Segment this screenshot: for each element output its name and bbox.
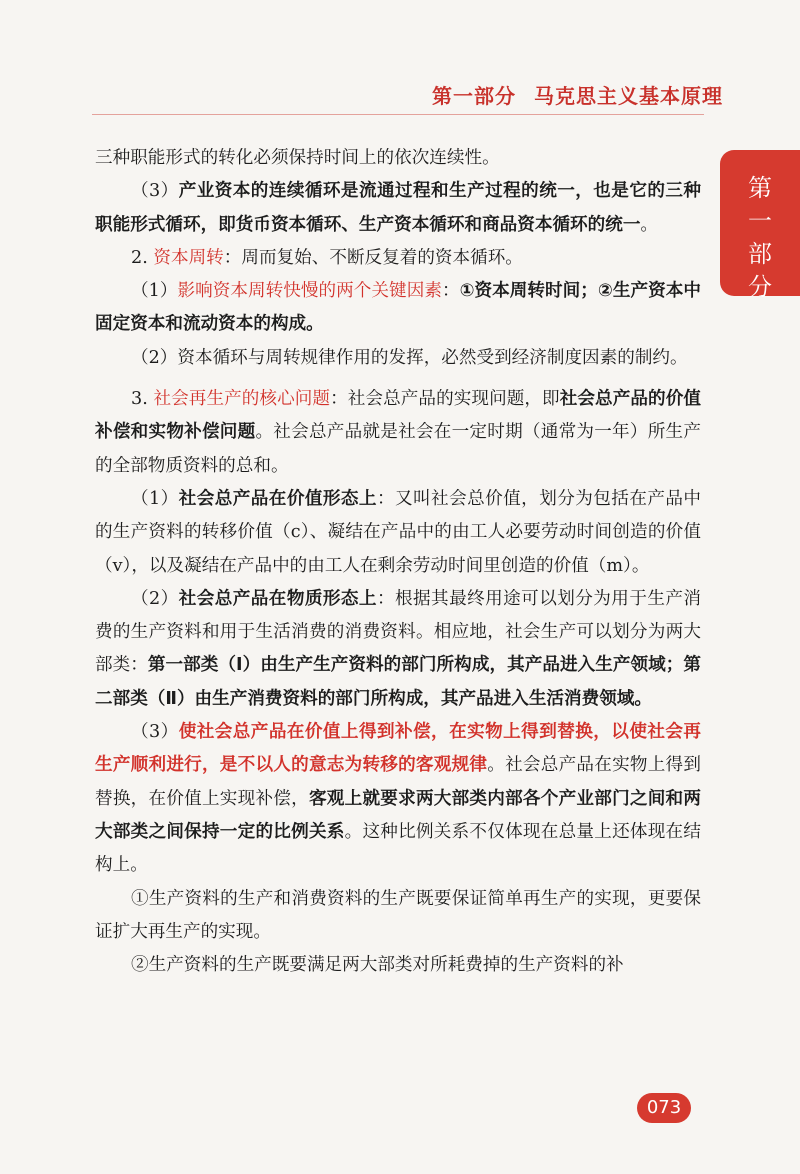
body-text [95,142,701,982]
page-number: 073 [637,1093,691,1123]
text-run: ：社会总产品的实现问题，即 [330,389,560,410]
bold-run: ①资本周转时间；②生产资本中固定资本和流动资本的构成。 [95,281,701,335]
text-run: 。社会总产品在实物上得到替换，在价值上实现补偿， [95,755,701,809]
text-run: ①生产资料的生产和消费资料的生产既要保证简单再生产的实现，更要保证扩大再生产的实现。 [95,888,701,942]
paragraph [95,342,701,375]
paragraph [95,483,701,583]
text-run: 3. [131,389,154,410]
side-tab-char: 分 [748,273,772,301]
paragraph [95,383,701,483]
red-bold-run: 使社会总产品在价值上得到补偿，在实物上得到替换，以使社会再生产顺利进行，是不以人的意志为转移的客观规律 [95,722,701,776]
header-title: 马克思主义基本原理 [534,84,723,108]
paragraph [95,883,701,950]
paragraph [95,716,701,882]
text-run: 。这种比例关系不仅体现在总量上还体现在结构上。 [95,821,701,876]
side-tab-char: 一 [748,207,772,235]
bold-run: 社会总产品在物质形态上 [178,588,377,609]
red-term: 社会再生产的核心问题 [153,389,331,410]
side-tab-char: 部 [748,240,772,268]
text-run: ： [441,281,460,302]
text-run: （1） [131,281,178,302]
text-run: ②生产资料的生产既要满足两大部类对所耗费掉的生产资料的补 [131,955,624,976]
text-run: 。 [640,214,659,235]
text-run: ：根据其最终用途可以划分为用于生产消费的生产资料和用于生活消费的消费资料。相应地，社会生产可以划分为两大部类： [95,588,701,676]
text-run: （3） [131,181,179,202]
paragraph [95,242,701,275]
text-run: （3） [131,722,179,743]
text-run: （2）资本循环与周转规律作用的发挥，必然受到经济制度因素的制约。 [131,347,688,368]
bold-run: 产业资本的连续循环是流通过程和生产过程的统一，也是它的三种职能形式循环，即货币资本循环、生产资本循环和商品资本循环的统一 [95,181,701,235]
bold-run: 客观上就要求两大部类内部各个产业部门之间和两大部类之间保持一定的比例关系 [95,788,701,842]
text-run: 。社会总产品就是社会在一定时期（通常为一年）所生产的全部物质资料的总和。 [95,422,701,476]
header-part: 第一部分 [432,84,516,108]
paragraph [95,275,701,342]
text-run: （1） [131,488,179,509]
text-run: ：又叫社会总价值，划分为包括在产品中的生产资料的转移价值（c）、凝结在产品中的由工人必要劳动时间创造的价值（v），以及凝结在产品中的由工人在剩余劳动时间里创造的价值（m）。 [95,488,701,576]
paragraph [95,583,701,716]
side-tab-char: 第 [748,174,772,202]
red-term: 资本周转 [153,247,224,268]
bold-run: 社会总产品在价值形态上 [178,488,377,509]
text-run: ：周而复始、不断反复着的资本循环。 [223,247,523,268]
paragraph [95,949,701,982]
text-run: 三种职能形式的转化必须保持时间上的依次连续性。 [95,148,500,168]
header-rule [92,114,704,115]
red-term: 影响资本周转快慢的两个关键因素 [177,281,442,302]
bold-run: 社会总产品的价值补偿和实物补偿问题 [95,389,701,443]
paragraph [95,175,701,242]
bold-run: 第一部类（Ⅰ）由生产生产资料的部门所构成，其产品进入生产领域；第二部类（Ⅱ）由生产消费资料的部门所构成，其产品进入生活消费领域。 [95,655,701,709]
text-run: 2. [131,247,154,268]
paragraph [95,142,701,175]
running-header [432,80,732,109]
section-side-tab [720,150,800,301]
text-run: （2） [131,588,179,609]
